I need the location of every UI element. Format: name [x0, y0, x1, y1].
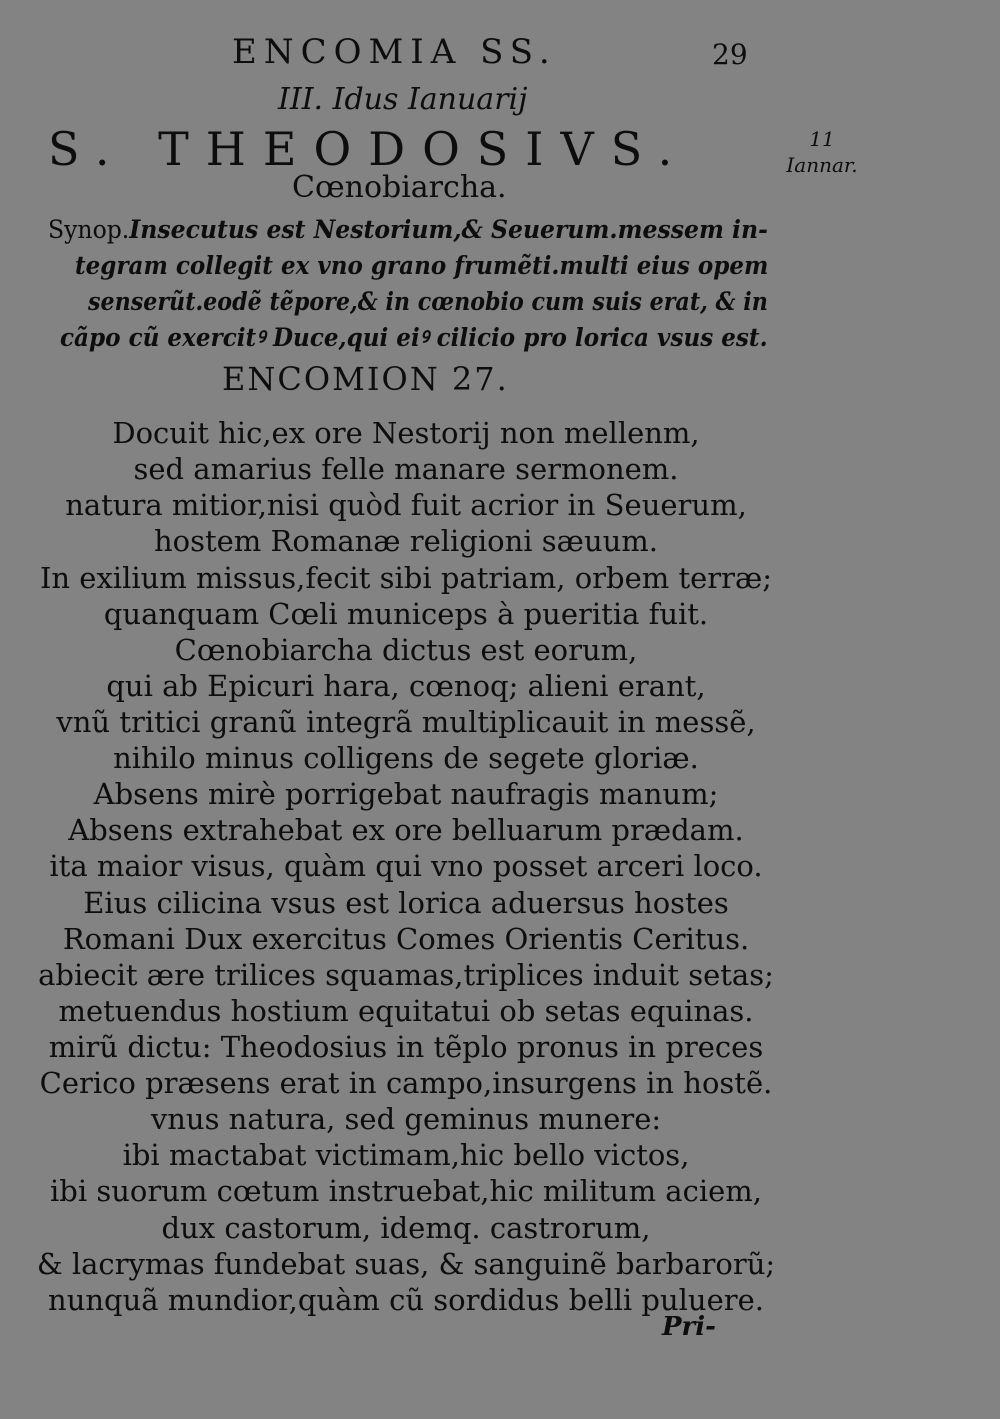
verse-line: Cœnobiarcha dictus est eorum, [174, 633, 638, 667]
epithet: Cœnobiarcha. [292, 170, 507, 205]
verse-line: Romani Dux exercitus Comes Orientis Ceritus. [62, 922, 750, 956]
catchword: Pri- [662, 1312, 716, 1342]
verse-line: Absens extrahebat ex ore belluarum prædam. [68, 813, 744, 847]
synopsis-line: cãpo cũ exercitꝰ Duce,qui eiꝰ cilicio pro lorica vsus est. [60, 323, 768, 352]
verse-line: vnũ tritici granũ integrã multiplicauit in messẽ, [56, 705, 756, 739]
verse-line: nihilo minus colligens de segete gloriæ. [113, 741, 699, 775]
verse-line: natura mitior,nisi quòd fuit acrior in Seuerum, [65, 488, 747, 522]
verse-line: ita maior visus, quàm qui vno posset arceri loco. [49, 849, 763, 883]
margin-note-month: Iannar. [786, 153, 858, 177]
verse-line: quanquam Cœli municeps à pueritia fuit. [103, 597, 709, 631]
synopsis-line: Synop.Insecutus est Nestorium,& Seuerum.messem in- [48, 215, 768, 244]
verse-line: dux castorum, idemq. castrorum, [161, 1211, 651, 1245]
verse-line: nunquã mundior,quàm cũ sordidus belli puluere. [48, 1283, 764, 1317]
verse-line: ibi mactabat victimam,hic bello victos, [122, 1138, 690, 1172]
verse-line: metuendus hostium equitatui ob setas equinas. [58, 994, 754, 1028]
synopsis [48, 212, 768, 356]
synopsis-label: Synop. [48, 215, 130, 244]
saint-name: S. THEODOSIVS. [48, 122, 690, 176]
verse-line: mirũ dictu: Theodosius in tẽplo pronus in preces [48, 1030, 764, 1064]
margin-note-number: 11 [809, 127, 835, 151]
encomion-heading: ENCOMION 27. [222, 360, 509, 398]
verse-line: Docuit hic,ex ore Nestorij non mellenm, [112, 416, 700, 450]
verse-line: vnus natura, sed geminus munere: [150, 1102, 662, 1136]
synopsis-line: senserũt.eodẽ tẽpore,& in cœnobio cum suis erat, & in [88, 287, 768, 316]
verse-line: sed amarius felle manare sermonem. [133, 452, 679, 486]
verse-line: hostem Romanæ religioni sæuum. [153, 524, 659, 558]
date-line: III. Idus Ianuarij [278, 82, 528, 117]
verse-line: ibi suorum cœtum instruebat,hic militum aciem, [50, 1174, 762, 1208]
verse-line: Eius cilicina vsus est lorica aduersus hostes [83, 886, 729, 920]
verse-line: Absens mirè porrigebat naufragis manum; [93, 777, 719, 811]
verse-line: abiecit ære trilices squamas,triplices induit setas; [38, 958, 774, 992]
verse-line: & lacrymas fundebat suas, & sanguinẽ barbarorũ; [36, 1247, 776, 1281]
synopsis-line: tegram collegit ex vno grano frumẽti.multi eius opem [75, 251, 769, 280]
margin-note [772, 126, 872, 178]
page-number: 29 [712, 38, 748, 71]
verse-line: In exilium missus,fecit sibi patriam, orbem terræ; [39, 561, 773, 595]
verse-line: Cerico præsens erat in campo,insurgens in hostẽ. [39, 1066, 773, 1100]
verse-line: qui ab Epicuri hara, cœnoq; alieni erant, [106, 669, 706, 703]
running-head: ENCOMIA SS. [232, 32, 557, 72]
